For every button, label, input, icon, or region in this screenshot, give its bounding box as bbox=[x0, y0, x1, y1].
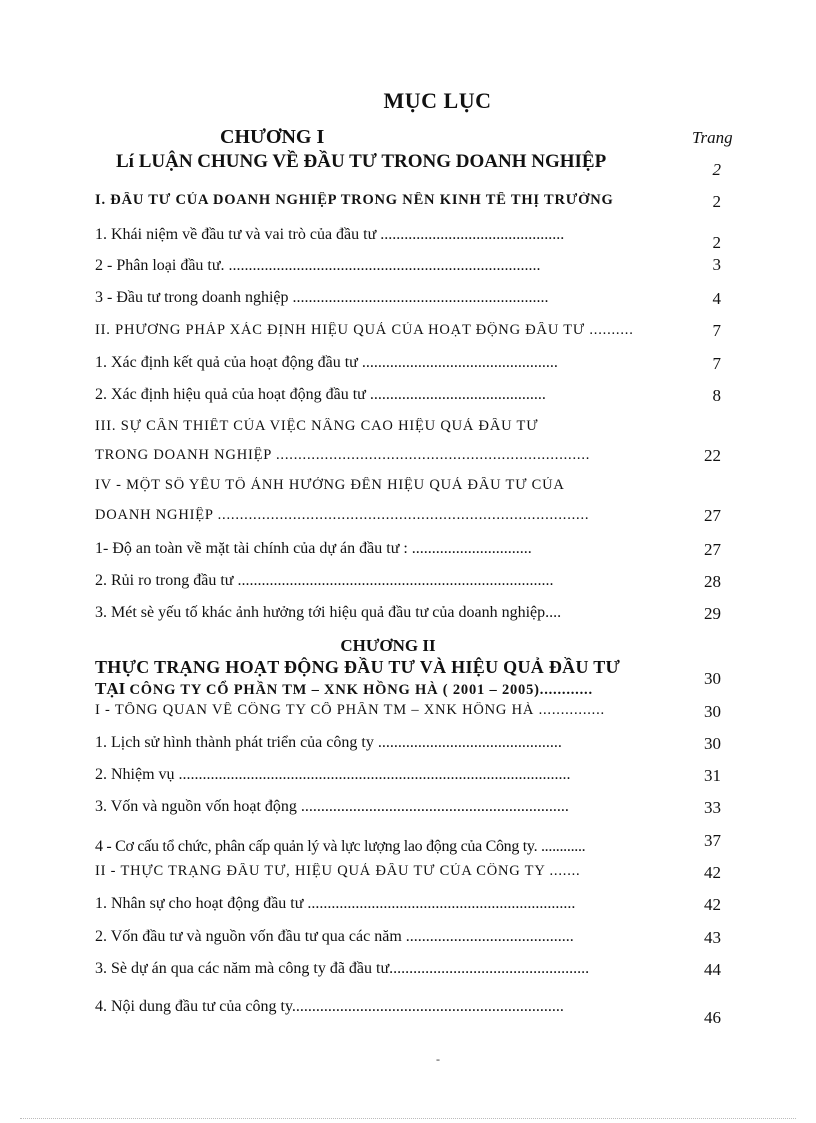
toc-entry-4: 3 - Đầu tư trong doanh nghiệp ................................................................ bbox=[95, 289, 549, 306]
toc-entry-22: 2. Vốn đầu tư và nguồn vốn đầu tư qua các năm .......................................... bbox=[95, 928, 574, 945]
toc-entry-6: 1. Xác định kết quả của hoạt động đầu tư ................................................. bbox=[95, 354, 558, 371]
toc-entry-3: 2 - Phân loại đầu tư. .............................................................................. bbox=[95, 257, 541, 274]
toc-entry-13: 2. Rủi ro trong đầu tư ............................................................................... bbox=[95, 572, 554, 589]
toc-page-23: 44 bbox=[704, 960, 721, 979]
toc-page-14: 29 bbox=[704, 604, 721, 623]
toc-page-11: 27 bbox=[704, 506, 721, 525]
toc-page-18: 33 bbox=[704, 798, 721, 817]
toc-page-19: 37 bbox=[704, 831, 721, 850]
toc-entry-18: 3. Vốn và nguồn vốn hoạt động ................................................................... bbox=[95, 798, 569, 815]
toc-entry-7: 2. Xác định hiệu quả của hoạt động đầu tư ............................................ bbox=[95, 386, 546, 403]
chapter-1-subtitle: Lí LUẬN CHUNG VỀ ĐẦU TƯ TRONG DOANH NGHIỆP bbox=[116, 151, 607, 172]
toc-entry-10: IV - MỘT SỐ YẾU TỐ ẢNH HƯỞNG ĐẾN HIỆU QUẢ ĐẦU TƯ CỦA bbox=[95, 477, 565, 493]
toc-page-13: 28 bbox=[704, 572, 721, 591]
toc-entry-16: 1. Lịch sử hình thành phát triển của công ty .............................................. bbox=[95, 734, 562, 751]
toc-page-22: 43 bbox=[704, 928, 721, 947]
toc-page-24: 46 bbox=[704, 1008, 721, 1027]
chapter-2-subtitle-prefix: TẠI bbox=[95, 679, 126, 698]
toc-entry-9: TRONG DOANH NGHIỆP ....................................................................... bbox=[95, 447, 591, 463]
toc-entry-23: 3. Sè dự án qua các năm mà công ty đã đầu tư.................................................. bbox=[95, 960, 590, 977]
toc-entry-1: I. ĐẦU TƯ CỦA DOANH NGHIỆP TRONG NỀN KINH TẾ THỊ TRƯỜNG bbox=[95, 192, 614, 208]
toc-entry-24: 4. Nội dung đầu tư của công ty.................................................................... bbox=[95, 998, 564, 1015]
toc-entry-11: DOANH NGHIỆP .................................................................................... bbox=[95, 507, 590, 523]
toc-page-4: 4 bbox=[712, 289, 721, 308]
toc-page-17: 31 bbox=[704, 766, 721, 785]
toc-page-5: 7 bbox=[712, 321, 721, 340]
chapter-2-subtitle-line2 bbox=[95, 679, 593, 699]
toc-entry-8: III. SỰ CẦN THIẾT CỦA VIỆC NÂNG CAO HIỆU QUẢ ĐẦU TƯ bbox=[95, 418, 539, 434]
page-bottom-divider bbox=[20, 1118, 796, 1119]
chapter-1-heading: CHƯƠNG I bbox=[220, 126, 325, 148]
toc-page-16: 30 bbox=[704, 734, 721, 753]
toc-page-1: 2 bbox=[712, 192, 721, 211]
toc-page-7: 8 bbox=[712, 386, 721, 405]
toc-entry-15: I - TỔNG QUAN VỀ CÔNG TY CỔ PHẦN TM – XNK HỒNG HÀ ............... bbox=[95, 702, 605, 718]
toc-page-20: 42 bbox=[704, 863, 721, 882]
chapter-1-page: 2 bbox=[712, 160, 721, 179]
page-column-label: Trang bbox=[692, 128, 733, 147]
toc-entry-5: II. PHƯƠNG PHÁP XÁC ĐỊNH HIỆU QUẢ CỦA HOẠT ĐỘNG ĐẦU TƯ .......... bbox=[95, 322, 634, 338]
toc-entry-14: 3. Mét sè yếu tố khác ảnh hưởng tới hiệu quả đầu tư của doanh nghiệp.... bbox=[95, 604, 562, 621]
toc-page-15: 30 bbox=[704, 702, 721, 721]
page-title: MỤC LỤC bbox=[383, 88, 492, 113]
toc-entry-17: 2. Nhiệm vụ .................................................................................................. bbox=[95, 766, 571, 783]
chapter-2-page: 30 bbox=[704, 669, 721, 688]
toc-entry-21: 1. Nhân sự cho hoạt động đầu tư ................................................................... bbox=[95, 895, 576, 912]
footer-mark: - bbox=[436, 1052, 440, 1066]
chapter-2-heading: CHƯƠNG II bbox=[340, 636, 436, 655]
toc-page-12: 27 bbox=[704, 540, 721, 559]
toc-entry-2: 1. Khái niệm về đầu tư và vai trò của đầu tư .............................................. bbox=[95, 226, 565, 243]
toc-entry-19: 4 - Cơ cấu tổ chức, phân cấp quản lý và lực lượng lao động của Công ty. ............ bbox=[95, 838, 586, 855]
toc-page-3: 3 bbox=[712, 255, 721, 274]
chapter-2-subtitle-rest: CÔNG TY CỔ PHẦN TM – XNK HỒNG HÀ ( 2001 – 2005)............ bbox=[129, 682, 593, 698]
toc-entry-20: II - THỰC TRẠNG ĐẦU TƯ, HIỆU QUẢ ĐẦU TƯ CỦA CÔNG TY ....... bbox=[95, 863, 581, 879]
toc-page-9: 22 bbox=[704, 446, 721, 465]
chapter-2-subtitle: THỰC TRẠNG HOẠT ĐỘNG ĐẦU TƯ VÀ HIỆU QUẢ ĐẦU TƯ bbox=[95, 657, 621, 677]
toc-page-21: 42 bbox=[704, 895, 721, 914]
toc-entry-12: 1- Độ an toàn về mặt tài chính của dự án đầu tư : .............................. bbox=[95, 540, 532, 557]
toc-page-6: 7 bbox=[712, 354, 721, 373]
toc-page-2: 2 bbox=[712, 233, 721, 252]
